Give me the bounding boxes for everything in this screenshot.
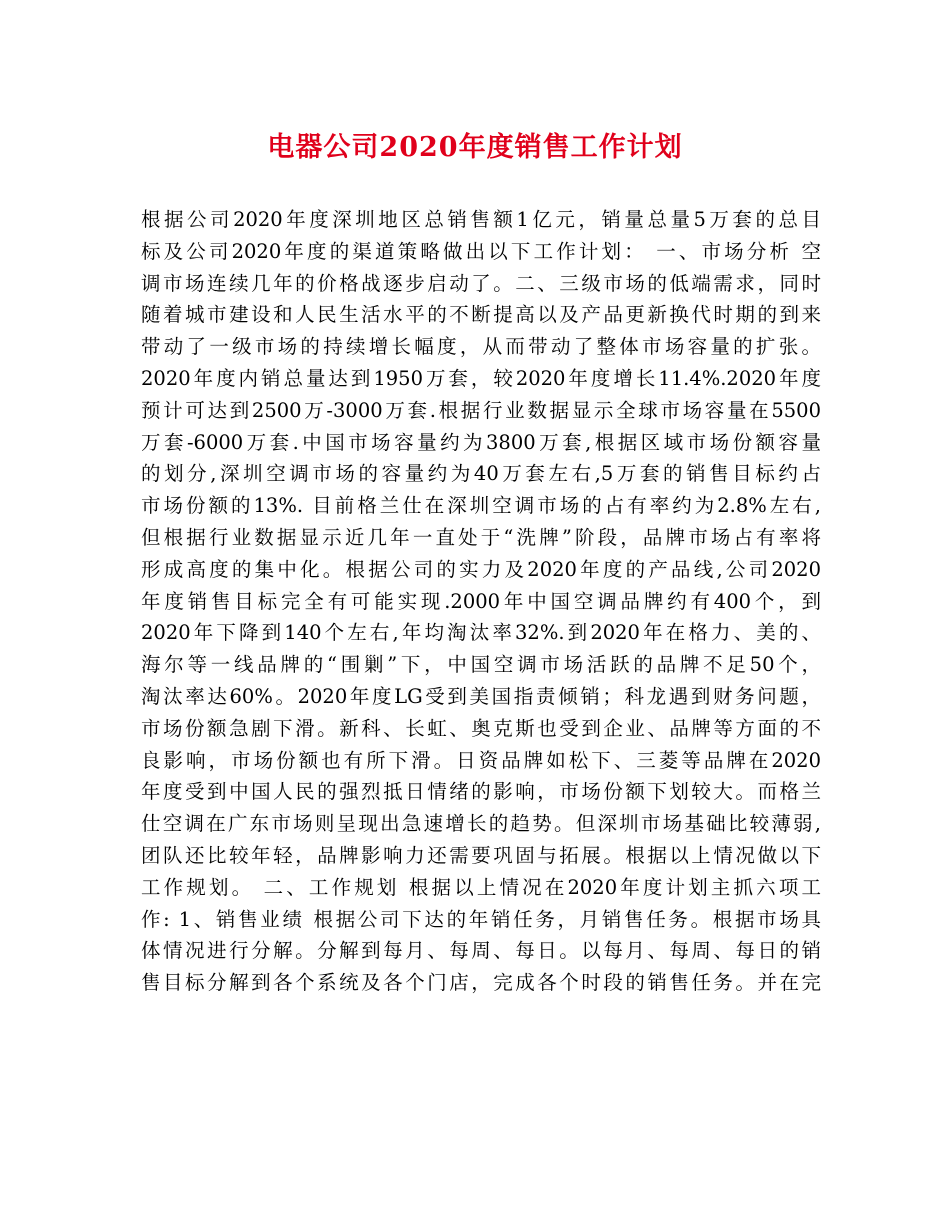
text-line: 2020年度内销总量达到1950万套，较2020年度增长11.4%.2020年度: [141, 366, 821, 390]
text-line: 作: 1、销售业绩 根据公司下达的年销任务，月销售任务。根据市场具: [141, 907, 821, 931]
text-line: 万套-6000万套.中国市场容量约为3800万套,根据区域市场份额容量: [141, 430, 821, 454]
text-line: 根据公司2020年度深圳地区总销售额1亿元，销量总量5万套的总目: [141, 208, 821, 231]
text-line: 售目标分解到各个系统及各个门店，完成各个时段的销售任务。并在完: [141, 971, 821, 995]
text-line: 年度销售目标完全有可能实现.2000年中国空调品牌约有400个，到: [141, 589, 821, 613]
text-line: 调市场连续几年的价格战逐步启动了。二、三级市场的低端需求，同时: [141, 271, 821, 295]
text-line: 工作规划。 二、工作规划 根据以上情况在2020年度计划主抓六项工: [141, 875, 821, 899]
text-line: 淘汰率达60%。2020年度LG受到美国指责倾销；科龙遇到财务问题，: [141, 684, 821, 708]
text-line: 的划分,深圳空调市场的容量约为40万套左右,5万套的销售目标约占: [141, 462, 821, 486]
text-line: 标及公司2020年度的渠道策略做出以下工作计划： 一、市场分析 空: [141, 239, 821, 263]
text-line: 仕空调在广东市场则呈现出急速增长的趋势。但深圳市场基础比较薄弱,: [141, 812, 821, 836]
text-line: 但根据行业数据显示近几年一直处于“洗牌”阶段，品牌市场占有率将: [141, 525, 821, 549]
text-line: 体情况进行分解。分解到每月、每周、每日。以每月、每周、每日的销: [141, 939, 821, 963]
text-line: 市场份额急剧下滑。新科、长虹、奥克斯也受到企业、品牌等方面的不: [141, 716, 821, 740]
text-line: 2020年下降到140个左右,年均淘汰率32%.到2020年在格力、美的、: [141, 621, 821, 645]
text-line: 海尔等一线品牌的“围剿”下，中国空调市场活跃的品牌不足50个，: [141, 653, 821, 677]
body-paragraph: [141, 204, 821, 999]
text-line: 年度受到中国人民的强烈抵日情绪的影响，市场份额下划较大。而格兰: [141, 780, 821, 804]
text-line: 预计可达到2500万-3000万套.根据行业数据显示全球市场容量在5500: [141, 398, 821, 422]
text-line: 带动了一级市场的持续增长幅度，从而带动了整体市场容量的扩张。: [141, 335, 821, 359]
text-line: 市场份额的13%. 目前格兰仕在深圳空调市场的占有率约为2.8%左右,: [141, 494, 821, 518]
document-title: 电器公司2020年度销售工作计划: [267, 132, 683, 163]
text-line: 团队还比较年轻，品牌影响力还需要巩固与拓展。根据以上情况做以下: [141, 843, 821, 867]
text-line: 随着城市建设和人民生活水平的不断提高以及产品更新换代时期的到来: [141, 303, 821, 327]
text-line: 形成高度的集中化。根据公司的实力及2020年度的产品线,公司2020: [141, 557, 821, 581]
text-line: 良影响，市场份额也有所下滑。日资品牌如松下、三菱等品牌在2020: [141, 748, 821, 772]
